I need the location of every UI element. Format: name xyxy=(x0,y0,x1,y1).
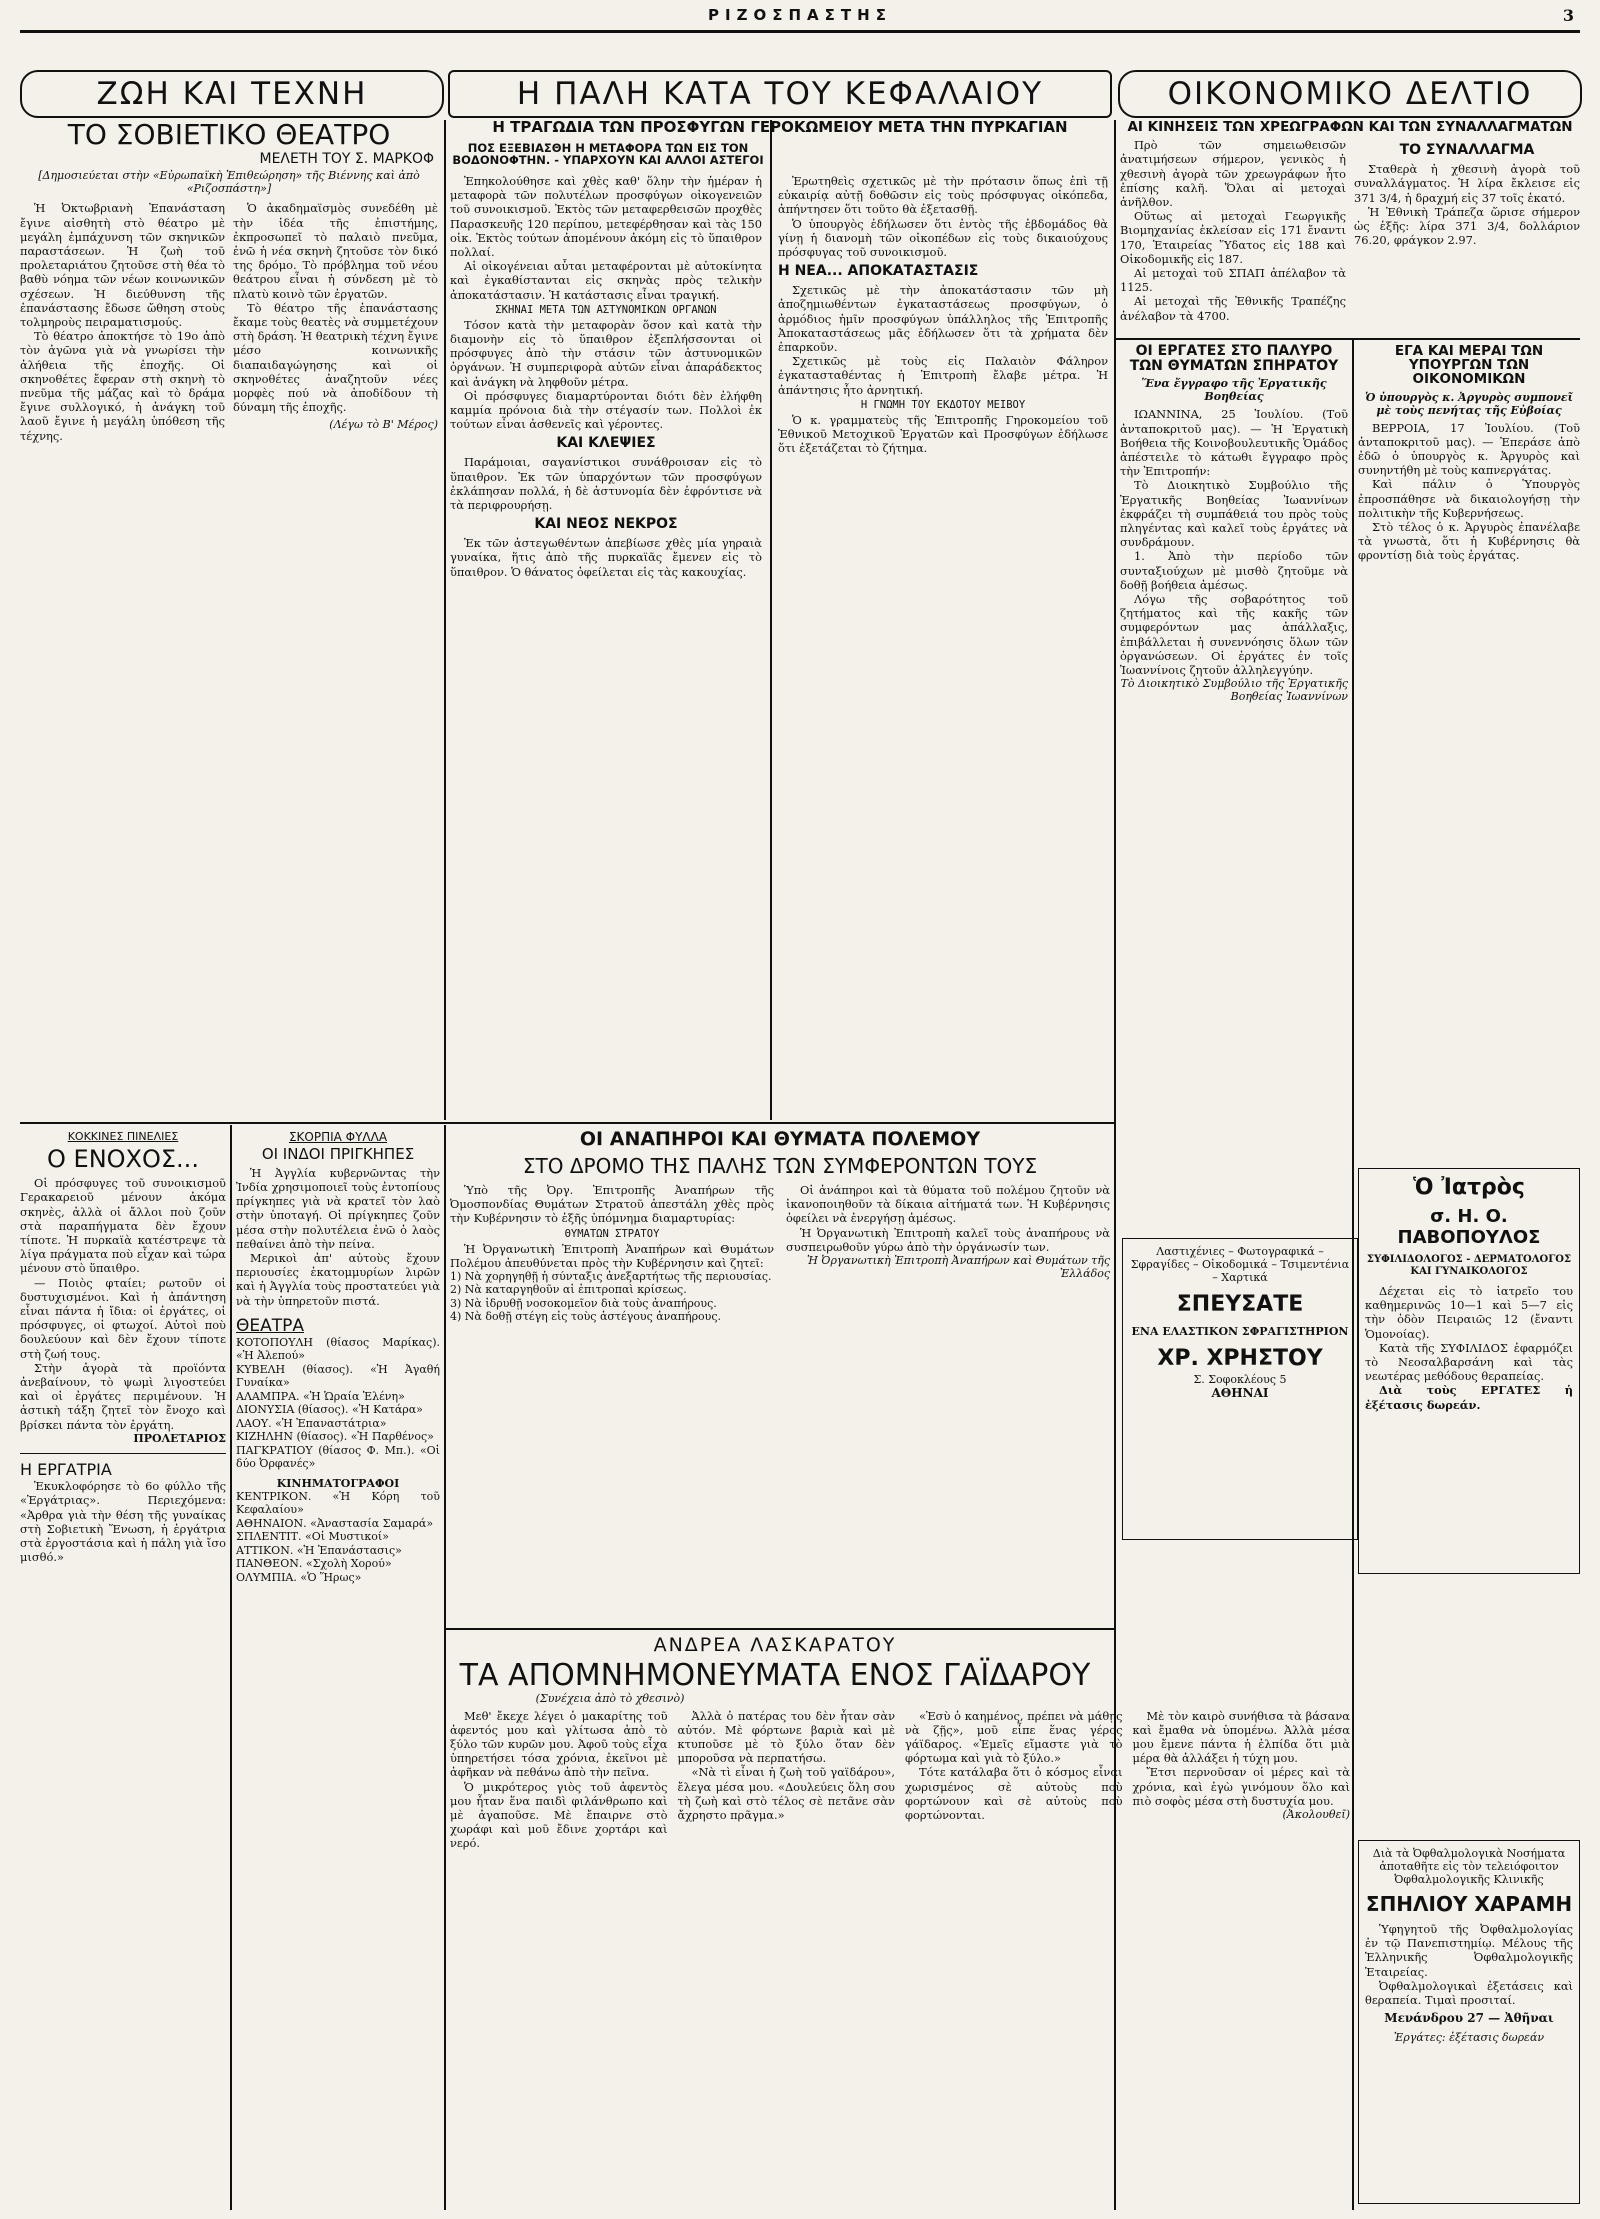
paragraph: Ἔτσι περνοῦσαν οἱ μέρες καὶ τὰ χρόνια, καὶ ἐγὼ γινόμουν ὅλο καὶ πιὸ σοφὸς μέσα στὴ δυστυχία μου. xyxy=(1132,1765,1350,1808)
list-item: ΠΑΓΚΡΑΤΙΟΥ (θίασος Φ. Μπ.). «Οἱ δύο Ὀρφανές» xyxy=(236,1443,440,1471)
paragraph: Ἡ Ὀργανωτικὴ Ἐπιτροπὴ Ἀναπήρων καὶ Θυμάτων Πολέμου ἀπευθύνεται πρὸς τὴν Κυβέρνησιν καὶ ζητεῖ: xyxy=(450,1241,774,1270)
continued-note: (Συνέχεια ἀπὸ τὸ χθεσινὸ) xyxy=(535,1691,685,1705)
top-rule xyxy=(20,30,1580,33)
ad-text: Λαστιχένιες – Φωτογραφικά – Σφραγίδες – Οἰκοδομικά – Τσιμεντένια – Χαρτικά xyxy=(1130,1245,1350,1284)
article-soviet-theatre xyxy=(20,120,438,1118)
paragraph: Ἡ Ὀργανωτικὴ Ἐπιτροπὴ καλεῖ τοὺς ἀναπήρους νὰ συσπειρωθοῦν γύρω ἀπὸ τὴν ὀργάνωσίν των. xyxy=(786,1225,1110,1254)
paragraph: Αἱ οἰκογένειαι αὗται μεταφέρονται μὲ αὐτοκίνητα καὶ ἐγκαθίστανται εἰς σκηνὰς πρὸς τελικὴν ἀποκατάστασιν. Ἡ κατάστασις εἶναι τραγική. xyxy=(450,259,762,302)
paragraph: Ἐπηκολούθησε καὶ χθὲς καθ' ὅλην τὴν ἡμέραν ἡ μεταφορὰ τῶν πολυτέλων προσφύγων οἰκογενειῶν τοῦ συνοικισμοῦ. Ἐκτὸς τῶν μεταφερθεισῶν προχθὲς Παρασκευῆς 120 περίπου, μετεφέρθησαν καὶ τὰς 150 οἰκ. Ἐκτὸς τούτων ἀπομένουν ἀκόμη εἰς τὸ ὕπαιθρον πολλαί. xyxy=(450,174,762,260)
paragraph: Μεθ' ἔκεχε λέγει ὁ μακαρίτης τοῦ ἀφεντός μου καὶ γλίτωσα ἀπὸ τὸ ξύλο τῶν κυρῶν μου. Ἀφοῦ τοὺς εἶχα ὑπηρετήσει τόσα χρόνια, ἐκεῖνοι μὲ ἀφῆκαν νὰ πεθάνω ἀπὸ τὴν πεῖνα. xyxy=(450,1708,668,1780)
list-item: ΑΛΑΜΠΡΑ. «Ἡ Ὡραία Ἑλένη» xyxy=(236,1389,405,1403)
paragraph: Οἱ ἀνάπηροι καὶ τὰ θύματα τοῦ πολέμου ζητοῦν νὰ ἱκανοποιηθοῦν τὰ δίκαια αἰτήματά των. Ἡ Κυβέρνησις ὀφείλει νὰ ἐνεργήσῃ ἀμέσως. xyxy=(786,1182,1110,1226)
paragraph: Αἱ μετοχαὶ τῆς Ἐθνικῆς Τραπέζης ἀνέλαβον τὰ 4700. xyxy=(1120,294,1346,323)
ad-name: ΣΠΗΛΙΟΥ ΧΑΡΑΜΗ xyxy=(1365,1892,1573,1916)
ad-text: ΕΝΑ ΕΛΑΣΤΙΚΟΝ ΣΦΡΑΓΙΣΤΗΡΙΟΝ xyxy=(1131,1325,1349,1338)
list-item: 1) Νὰ χορηγηθῇ ἡ σύνταξις ἀνεξαρτήτως τῆς περιουσίας. xyxy=(450,1269,772,1283)
subhead: ΚΑΙ ΚΛΕΨΙΕΣ xyxy=(556,435,656,452)
paragraph: Ὁ μικρότερος γιὸς τοῦ ἀφεντὸς μου ἦταν ἕνα παιδὶ φιλάνθρωπο καὶ μὲ ἀγαποῦσε. Μὲ ἔπαιρνε στὸ χωράφι καὶ μοῦ ἔδινε χορτάρι καὶ νερό. xyxy=(450,1779,668,1851)
article-skorpia xyxy=(236,1130,440,2210)
list-item: 4) Νὰ δοθῇ στέγη εἰς τοὺς ἀστέγους ἀναπήρους. xyxy=(450,1310,722,1324)
signature: Ἡ Ὀργανωτικὴ Ἐπιτροπὴ Ἀναπήρων καὶ Θυμάτων τῆς Ἑλλάδος xyxy=(807,1253,1110,1280)
paragraph: Οἱ πρόσφυγες διαμαρτύρονται διότι δὲν ἐλήφθη καμμία πρόνοια διὰ τὴν στέγασίν των. Πολλοὶ ἐκ τούτων εἶναι ἀσθενεῖς καὶ γέροντες. xyxy=(450,388,762,432)
paragraph: Ἡ Ἐθνικὴ Τράπεζα ὥρισε σήμερον ὡς ἑξῆς: λίρα 371 3/4, δολλάριον 76.20, φράγκον 2.97. xyxy=(1354,204,1580,248)
ad-title: Ὁ Ἰατρὸς xyxy=(1413,1175,1525,1200)
section-pali xyxy=(448,70,1112,118)
paragraph: Ἡ Ὀκτωβριανὴ Ἐπανάσταση ἔγινε αἰσθητὴ στὸ θέατρο μὲ μεγάλη ἐμπάχυνση τῶν σκηνικῶν παραστάσεων. Ἡ ζωὴ τοῦ προλεταριάτου ζητοῦσε στὴ θέα τὸ βαθὺ νόημα τῶν νέων κοινωνικῶν σχέσεων. Ἡ διεύθυνση τῆς ἐπανάστασης ἔδωσε ὤθηση στοὺς τολμηροὺς πειραματισμούς. xyxy=(20,201,225,330)
paragraph: «Νὰ τὶ εἶναι ἡ ζωὴ τοῦ γαϊδάρου», ἔλεγα μέσα μου. «Δουλεύεις ὅλη σου τὴ ζωὴ καὶ στὸ τέλος σὲ πετᾶνε σὰν ἄχρηστο πρᾶγμα.» xyxy=(677,1765,895,1822)
paragraph: Ὀφθαλμολογικαὶ ἐξετάσεις καὶ θεραπεία. Τιμαὶ προσιταί. xyxy=(1365,1978,1573,2008)
subhead: ΤΟ ΣΥΝΑΛΛΑΓΜΑ xyxy=(1399,142,1535,159)
article-note: [Δημοσιεύεται στὴν «Εὐρωπαϊκὴ Ἐπιθεώρηση» τῆς Βιέννης καὶ ἀπὸ «Ριζοσπάστη»] xyxy=(38,169,420,196)
section-rule xyxy=(444,1628,1114,1630)
theatres-list xyxy=(236,1336,440,1471)
paragraph: ΒΕΡΡΟΙΑ, 17 Ἰουλίου. (Τοῦ ἀνταποκριτοῦ μας). — Ἐπεράσε ἀπὸ ἐδῶ ὁ ὑπουργὸς κ. Ἀργυρὸς καὶ συνηντήθη μὲ τοὺς καπνεργάτας. xyxy=(1358,420,1580,478)
paragraph: Ἐρωτηθεὶς σχετικῶς μὲ τὴν πρότασιν ὅπως ἐπὶ τῇ εὐκαιρίᾳ αὐτῇ δοθῶσιν εἰς τοὺς πρόσφυγας οἰκόπεδα, ἀπήντησεν ὅτι τοῦτο θὰ ἐξετασθῇ. xyxy=(778,174,1108,217)
section-rule xyxy=(1114,338,1580,340)
ad-title: ΣΠΕΥΣΑΤΕ xyxy=(1176,1292,1304,1317)
section-label: ΖΩΗ ΚΑΙ ΤΕΧΝΗ xyxy=(96,76,368,112)
paragraph: Οἱ πρόσφυγες τοῦ συνοικισμοῦ Γερακαρειοῦ μένουν ἀκόμα σκηνὲς, ἀλλὰ οἱ ἄλλοι ποὺ ζοῦν στὰ παραπήγματα δὲν ἔχουν τίποτε. Ἡ πυρκαϊὰ κατέστρεψε τὰ λίγα πράγματα ποὺ εἶχαν καὶ τώρα μένουν στὸ ὕπαιθρο. xyxy=(20,1176,226,1276)
signature: Τὸ Διοικητικὸ Συμβούλιο τῆς Ἐργατικῆς Βοηθείας Ἰωαννίνων xyxy=(1120,677,1348,704)
paragraph: Αἱ μετοχαὶ τοῦ ΣΠΑΠ ἀπέλαβον τὰ 1125. xyxy=(1120,266,1346,295)
ad-text: Διὰ τὰ Ὀφθαλμολογικὰ Νοσήματα ἀποταθῆτε εἰς τὸν τελειόφοιτον Ὀφθαλμολογικῆς Κλινικῆς xyxy=(1372,1847,1566,1886)
list-item: ΛΑΟΥ. «Ἡ Ἐπαναστάτρια» xyxy=(236,1416,387,1430)
list-item: ΚΥΒΕΛΗ (θίασος). «Ἡ Ἀγαθή Γυναίκα» xyxy=(236,1362,440,1390)
paragraph: Ὁ κ. γραμματεὺς τῆς Ἐπιτροπῆς Γηροκομείου τοῦ Ἐθνικοῦ Μετοχικοῦ Ἐργατῶν καὶ Προσφύγων ἐδήλωσε ὅτι ἐξετάζεται τὸ ζήτημα. xyxy=(778,412,1108,456)
paragraph: Τὸ θέατρο ἀποκτήσε τὸ 19ο ἀπὸ τὸν ἀγῶνα γιὰ νὰ γνωρίσει τὴν ἀλήθεια τῆς ἐποχῆς. Οἱ σκηνοθέτες ἔφεραν στὴ σκηνὴ τὸ πνεῦμα τῆς μάζας καὶ τὸ δράμα ἔγινε συλλογικό, ἡ ἀνάγκη τοῦ λαοῦ ἔγινε ἡ μεγάλη ὑπόθεση τῆς τέχνης. xyxy=(20,329,225,443)
ad-address: Μενάνδρου 27 — Ἀθῆναι xyxy=(1384,2011,1554,2026)
paragraph: Μερικοὶ ἀπ' αὐτοὺς ἔχουν περιουσίες ἑκατομμυρίων λιρῶν καὶ ἡ Ἀγγλία τοὺς προστατεύει γιὰ νὰ τὴν ὑπηρετοῦν πιστά. xyxy=(236,1250,440,1308)
paragraph: Ἡ Ἀγγλία κυβερνῶντας τὴν Ἰνδία χρησιμοποιεῖ τοὺς ἐντοπίους πρίγκηπες γιὰ νὰ κρατεῖ τὸν λαὸ στὴν ὑποταγή. Οἱ πρίγκηπες ζοῦν μέσα στὴν πολυτέλεια ἐνῶ ὁ λαὸς πεθαίνει ἀπὸ τὴν πείνα. xyxy=(236,1165,440,1251)
article-title: ΟΙ ΕΡΓΑΤΕΣ ΣΤΟ ΠΑΛΥΡΟ ΤΩΝ ΘΥΜΑΤΩΝ ΣΠΗΡΑΤΟΥ xyxy=(1129,344,1339,374)
article-title: Η ΤΡΑΓΩΔΙΑ ΤΩΝ ΠΡΟΣΦΥΓΩΝ ΓΕΡΟΚΩΜΕΙΟΥ ΜΕΤΑ ΤΗΝ ΠΥΡΚΑΓΙΑΝ xyxy=(492,120,1068,136)
separator xyxy=(20,1453,226,1455)
article-kicker: ΘΥΜΑΤΩΝ ΣΤΡΑΤΟΥ xyxy=(564,1227,660,1240)
paragraph: Ὁ ἀκαδημαϊσμὸς συνεδέθη μὲ τὴν ἰδέα τῆς ἐπιστήμης, ἐκπροσωπεῖ τὸ παλαιὸ πνεῦμα, ἐνῶ ἡ νέα σκηνὴ ζητοῦσε τὸν δικό της δρόμο. Τὸ πρόβλημα τοῦ νέου θεάτρου εἶναι ἡ σύνδεση μὲ τὸ πλατὺ κοινὸ τῶν ἐργατῶν. xyxy=(233,201,438,301)
article-title: Ο ΕΝΟΧΟΣ... xyxy=(47,1145,199,1173)
article-kicker: ΚΟΚΚΙΝΕΣ ΠΙΝΕΛΙΕΣ xyxy=(67,1130,179,1143)
paragraph: Διὰ τοὺς ΕΡΓΑΤΕΣ ἡ ἐξέτασις δωρεάν. xyxy=(1365,1383,1573,1412)
article-title: ΑΙ ΚΙΝΗΣΕΙΣ ΤΩΝ ΧΡΕΩΓΡΑΦΩΝ ΚΑΙ ΤΩΝ ΣΥΝΑΛΛΑΓΜΑΤΩΝ xyxy=(1127,120,1573,135)
column-rule xyxy=(444,1125,446,2210)
paragraph: 1. Ἀπὸ τὴν περίοδο τῶν συνταξιούχων μὲ μισθὸ ζητοῦμε νὰ δοθῇ βοήθεια ἀμέσως. xyxy=(1120,549,1348,592)
list-item: ΚΟΤΟΠΟΥΛΗ (θίασος Μαρίκας). «Ἡ Ἀλεπού» xyxy=(236,1335,440,1363)
page-number: 3 xyxy=(1562,6,1574,25)
continued-note: (Λέγω τὸ Β' Μέρος) xyxy=(329,418,438,432)
ad-specialty: ΣΥΦΙΛΙΔΟΛΟΓΟΣ - ΔΕΡΜΑΤΟΛΟΓΟΣ ΚΑΙ ΓΥΝΑΙΚΟΛΟΓΟΣ xyxy=(1366,1254,1572,1277)
paragraph: — Ποιὸς φταίει; ρωτοῦν οἱ δυστυχισμένοι. Καὶ ἡ ἀπάντηση εἶναι πάντα ἡ ἴδια: οἱ ἐργάτες, οἱ πρόσφυγες, οἱ φτωχοί. Αὐτοὶ ποὺ δουλεύουν καὶ δὲν ἔχουν τίποτε στὴ ζωή τους. xyxy=(20,1275,226,1361)
article-kicker: Η ΓΝΩΜΗ ΤΟΥ ΕΚΔΟΤΟΥ ΜΕΙΒΟΥ xyxy=(860,398,1026,411)
article-title: ΤΑ ΑΠΟΜΝΗΜΟΝΕΥΜΑΤΑ ΕΝΟΣ ΓΑΪΔΑΡΟΥ xyxy=(459,1658,1091,1693)
ad-xaramis xyxy=(1358,1840,1580,2204)
paragraph: Καὶ πάλιν ὁ Ὑπουργὸς ἐπροσπάθησε νὰ δικαιολογήσῃ τὴν πολιτικὴν τῆς Κυβερνήσεως. xyxy=(1358,477,1580,520)
list-item: ΔΙΟΝΥΣΙΑ (θίασος). «Ἡ Κατάρα» xyxy=(236,1403,423,1417)
theatres-title: ΘΕΑΤΡΑ xyxy=(236,1315,305,1336)
paragraph: Σταθερὰ ἡ χθεσινὴ ἀγορὰ τοῦ συναλλάγματος. Ἡ λίρα ἔκλεισε εἰς 371 3/4, ἡ δραχμή εἰς 37 τοῖς ἑκατό. xyxy=(1354,162,1580,205)
subhead: Η ΝΕΑ... ΑΠΟΚΑΤΑΣΤΑΣΙΣ xyxy=(778,263,979,280)
ad-name: σ. Η. Ο. ΠΑΒΟΠΟΥΛΟΣ xyxy=(1397,1206,1541,1248)
tragodia-col1 xyxy=(450,168,762,1118)
section-rule xyxy=(20,1122,444,1124)
paragraph: Στὸ τέλος ὁ κ. Ἀργυρὸς ἐπανέλαβε τὰ γνωστὰ, ὅτι ἡ Κυβέρνησις θὰ φροντίσῃ διὰ τοὺς ἐργάτας. xyxy=(1358,519,1580,563)
paragraph: Παράμοιαι, σαγανίστικοι συνάθροισαν εἰς τὸ ὕπαιθρον. Ἐκ τῶν ὑπαρχόντων τῶν προσφύγων ἐκλάπησαν πολλά, ἡ δὲ ἀστυνομία δὲν ἐφρόντισε νὰ τὰ περιφρουρήσῃ. xyxy=(450,455,762,513)
list-item: ΠΑΝΘΕΟΝ. «Σχολὴ Χορού» xyxy=(236,1557,392,1571)
article-subtitle: ΣΤΟ ΔΡΟΜΟ ΤΗΣ ΠΑΛΗΣ ΤΩΝ ΣΥΜΦΕΡΟΝΤΩΝ ΤΟΥΣ xyxy=(522,1153,1038,1178)
section-rule xyxy=(444,1122,1114,1124)
section-zoi-kai-texni xyxy=(20,70,444,118)
paragraph: Δέχεται εἰς τὸ ἰατρεῖο του καθημερινῶς 10—1 καὶ 5—7 εἰς τὴν ὁδὸν Πειραιῶς 12 (ἔναντι Ὁμονοίας). xyxy=(1365,1284,1573,1341)
paragraph: Τὸ Διοικητικὸ Συμβούλιο τῆς Ἐργατικῆς Βοηθείας Ἰωαννίνων ἐκφράζει τὴ συμπάθειά του πρὸς τοὺς πληγέντας καὶ καλεῖ τοὺς ἐργάτες νὰ συνδράμουν. xyxy=(1120,478,1348,550)
article-title: ΟΙ ΑΝΑΠΗΡΟΙ ΚΑΙ ΘΥΜΑΤΑ ΠΟΛΕΜΟΥ xyxy=(579,1130,981,1150)
list-item: 2) Νὰ καταργηθοῦν αἱ ἐπιτροπαὶ κρίσεως. xyxy=(450,1283,687,1297)
paragraph: Ὑπὸ τῆς Ὀργ. Ἐπιτροπῆς Ἀναπήρων τῆς Ὀμοσπονδίας Θυμάτων Στρατοῦ ἀπεστάλη χθὲς πρὸς τὴν Κυβέρνησιν τὸ ἑξῆς ὑπόμνημα διαμαρτυρίας: xyxy=(450,1182,774,1226)
continued-note: (Ἀκολουθεῖ) xyxy=(1282,1807,1350,1821)
subhead: ΚΑΙ ΝΕΟΣ ΝΕΚΡΟΣ xyxy=(534,516,678,533)
paragraph: Τὸ θέατρο τῆς ἐπανάστασης ἔκαμε τοὺς θεατὲς νὰ συμμετέχουν στὴ δράση. Ἡ θεατρικὴ τέχνη ἔγινε μέσο κοινωνικῆς διαπαιδαγώγησης καὶ οἱ σκηνοθέτες ἀναζητοῦν νέες μορφὲς πού νὰ ἀποδίδουν τὴ δύναμη τῆς ἐποχῆς. xyxy=(233,300,438,415)
article-laskaratos xyxy=(450,1634,1350,2209)
paragraph: Ὑφηγητοῦ τῆς Ὀφθαλμολογίας ἐν τῷ Πανεπιστημίῳ. Μέλους τῆς Ἑλληνικῆς Ὀφθαλμολογικῆς Ἑταιρείας. xyxy=(1365,1922,1573,1979)
tragodia-col2 xyxy=(778,168,1108,1118)
paragraph: Ἀλλὰ ὁ πατέρας του δὲν ἦταν σὰν αὐτόν. Μὲ φόρτωνε βαριὰ καὶ μὲ κτυποῦσε μὲ τὸ ξύλο ὅταν δὲν μποροῦσα νὰ περπατήσω. xyxy=(677,1708,895,1766)
ad-footer: Ἐργάτες: ἐξέτασις δωρεάν xyxy=(1393,2031,1545,2045)
article-title: ΟΙ ΙΝΔΟΙ ΠΡΙΓΚΗΠΕΣ xyxy=(261,1145,415,1163)
article-title: ΤΟ ΣΟΒΙΕΤΙΚΟ ΘΕΑΤΡΟ xyxy=(67,120,391,151)
list-item: ΣΠΛΕΝΤΙΤ. «Οἱ Μυστικοί» xyxy=(236,1530,389,1544)
article-kicker: ΣΚΟΡΠΙΑ ΦΥΛΛΑ xyxy=(288,1130,388,1144)
paragraph: Ἐκυκλοφόρησε τὸ 6ο φύλλο τῆς «Ἐργάτριας». Περιεχόμενα: «Ἀρθρα γιὰ τὴν θέση τῆς γυναίκας στὴ Σοβιετικὴ Ἕνωση, ἡ ἐργάτρια στὰ ἐργοστάσια καὶ ἡ πάλη γιὰ ἴσο μισθό.» xyxy=(20,1479,226,1565)
paragraph: Σχετικῶς μὲ τὴν ἀποκατάστασιν τῶν μὴ ἀποζημιωθέντων ἐγκαταστάσεως προσφύγων, ὁ ἀρμόδιος ἡμῖν προσφύγων ὑπάλληλος τῆς Ἐπιτροπῆς Ἀποκαταστάσεως μᾶς ἐδήλωσεν ὅτι τὰ χρήματα δὲν ἐπαρκοῦν. xyxy=(778,283,1108,355)
list-item: ΑΤΤΙΚΟΝ. «Ἡ Ἐπανάστασις» xyxy=(236,1543,402,1557)
paragraph: Ἐκ τῶν ἀστεγωθέντων ἀπεβίωσε χθὲς μία γηραιὰ γυναίκα, ἥτις ἀπὸ τῆς πυρκαϊᾶς ἔμενεν εἰς τὸ ὕπαιθρον. Ὁ θάνατος ὀφείλεται εἰς τὰς κακουχίας. xyxy=(450,536,762,579)
list-item: ΟΛΥΜΠΙΑ. «Ὁ Ἥρως» xyxy=(236,1570,362,1584)
paragraph: Στὴν ἀγορὰ τὰ προϊόντα ἀνεβαίνουν, τὸ ψωμὶ λιγοστεύει καὶ οἱ ἐργάτες περιμένουν. Ἡ ἀστικὴ τάξη ζητεῖ τὸν ἔνοχο καὶ βρίσκει πάντα τὸν ἐργάτη. xyxy=(20,1360,226,1432)
cinemas-list xyxy=(236,1490,440,1585)
article-anapiroi xyxy=(450,1130,1110,1625)
masthead xyxy=(20,6,1580,28)
signature: ΠΡΟΛΕΤΑΡΙΟΣ xyxy=(133,1431,226,1445)
paragraph: Σχετικῶς μὲ τοὺς εἰς Παλαιὸν Φάληρον ἐγκατασταθέντας ἡ Ἐπιτροπὴ ἔλαβε μέτρα. Ἡ ἀπάντησις ἦτο ἀρνητική. xyxy=(778,354,1108,397)
ad-speysate xyxy=(1122,1238,1358,1540)
article-ergates xyxy=(1120,344,1348,1224)
article-subtitle: Ἕνα ἔγγραφο τῆς Ἐργατικῆς Βοηθείας xyxy=(1141,377,1327,404)
ad-name: ΧΡ. ΧΡΗΣΤΟΥ xyxy=(1157,1346,1323,1371)
ad-city: ΑΘΗΝΑΙ xyxy=(1211,1386,1269,1400)
paragraph: ΙΩΑΝΝΙΝΑ, 25 Ἰουλίου. (Τοῦ ἀνταποκριτοῦ μας). — Ἡ Ἐργατικὴ Βοήθεια τῆς Κοινοβουλευτικῆς Ὁμάδος ἀπέστειλε τὸ κάτωθι ἔγγραφο πρὸς τὴν Ἐπιτροπήν: xyxy=(1120,407,1348,479)
article-oikonomiko xyxy=(1120,120,1580,335)
article-kicker: ΣΚΗΝΑΙ ΜΕΤΑ ΤΩΝ ΑΣΤΥΝΟΜΙΚΩΝ ΟΡΓΑΝΩΝ xyxy=(495,303,717,316)
paragraph: Οὕτως αἱ μετοχαὶ Γεωργικῆς Βιομηχανίας ἐκλείσαν εἰς 171 ἔναντι 170, Ἑταιρείας Ὕδατος εἰς 188 καὶ Οἰκοδομικῆς εἰς 187. xyxy=(1120,209,1346,266)
paragraph: Ὁ ὑπουργὸς ἐδήλωσεν ὅτι ἐντὸς τῆς ἑβδομάδος θὰ γίνῃ ἡ διανομὴ τῶν οἰκοπέδων εἰς τοὺς δικαιούχους πρόσφυγας τοῦ συνοικισμοῦ. xyxy=(778,216,1108,260)
section-label: ΟΙΚΟΝΟΜΙΚΟ ΔΕΛΤΙΟ xyxy=(1167,76,1533,112)
article-title: ΕΓΑ ΚΑΙ ΜΕΡΑΙ ΤΩΝ ΥΠΟΥΡΓΩΝ ΤΩΝ ΟΙΚΟΝΟΜΙΚΩΝ xyxy=(1394,344,1544,388)
article-kicker: ΑΝΔΡΕΑ ΛΑΣΚΑΡΑΤΟΥ xyxy=(653,1634,897,1656)
article-subtitle: Ὁ ὑπουργὸς κ. Ἀργυρὸς συμπονεῖ μὲ τοὺς πενήτας τῆς Εὐβοίας xyxy=(1365,390,1573,417)
paragraph: Λόγω τῆς σοβαρότητος τοῦ ζητήματος καὶ τῆς κακῆς τῶν συμφερόντων μας ἀπάλλαξις, ἐπιβάλλεται ἡ συνεννόησις ὅλων τῶν ὀργανώσεων. Οἱ ἐργάτες ἐν τοῖς Ἰωαννίνοις ζητοῦν ἀλληλεγγύην. xyxy=(1120,592,1348,678)
article-subtitle: ΠΟΣ ΕΞΕΒΙΑΣΘΗ Η ΜΕΤΑΦΟΡΑ ΤΩΝ ΕΙΣ ΤΟΝ ΒΟΔΟΝΟΦΤΗΝ. - ΥΠΑΡΧΟΥΝ ΚΑΙ ΑΛΛΟΙ ΑΣΤΕΓΟΙ xyxy=(452,140,764,167)
paragraph: Τότε κατάλαβα ὅτι ὁ κόσμος εἶναι χωρισμένος σὲ αὐτοὺς ποὺ φορτώνουν καὶ σὲ αὐτοὺς ποὺ φορτώνονται. xyxy=(905,1765,1123,1822)
ad-address: Σ. Σοφοκλέους 5 xyxy=(1193,1373,1287,1386)
newspaper-title: ΡΙΖΟΣΠΑΣΤΗΣ xyxy=(708,6,892,24)
cinemas-title: ΚΙΝΗΜΑΤΟΓΡΑΦΟΙ xyxy=(276,1476,400,1490)
article-byline: ΜΕΛΕΤΗ ΤΟΥ Σ. ΜΑΡΚΟΦ xyxy=(259,151,434,168)
paragraph: Τόσον κατὰ τὴν μεταφορὰν ὅσον καὶ κατὰ τὴν διαμονὴν εἰς τὸ ὕπαιθρον ἐξεπλήσσονται οἱ πρόσφυγες ἀπὸ τὴν στάσιν τῶν ἀστυνομικῶν ὀργάνων. Ἡ συμπεριφορὰ αὐτῶν εἶναι ἀπαράδεκτος καὶ ἀνάγκη νὰ ληφθοῦν μέτρα. xyxy=(450,317,762,389)
article-title: Η ΕΡΓΑΤΡΙΑ xyxy=(20,1460,112,1480)
demands-list xyxy=(450,1270,774,1324)
paragraph: Πρὸ τῶν σημειωθεισῶν ἀνατιμήσεων σήμερον, γενικὸς ἡ χθεσινὴ ἀγορὰ τῶν χρεωγράφων ἦτο ἐπίσης καλῆ. Ὅλαι αἱ μετοχαὶ ἀνῆλθον. xyxy=(1120,138,1346,209)
column-rule xyxy=(444,120,446,1120)
list-item: 3) Νὰ ἰδρυθῇ νοσοκομεῖον διὰ τοὺς ἀναπήρους. xyxy=(450,1296,717,1310)
paragraph: Μὲ τὸν καιρὸ συνήθισα τὰ βάσανα καὶ ἔμαθα νὰ ὑπομένω. Ἀλλὰ μέσα μου ἔμενε πάντα ἡ ἐλπίδα ὅτι μιὰ μέρα θὰ ἀλλάξει ἡ τύχη μου. xyxy=(1132,1708,1350,1766)
section-label: Η ΠΑΛΗ ΚΑΤΑ ΤΟΥ ΚΕΦΑΛΑΙΟΥ xyxy=(516,76,1044,112)
ad-iatros xyxy=(1358,1168,1580,1574)
list-item: ΚΙΖΗΛΗΝ (θίασος). «Ἡ Παρθένος» xyxy=(236,1430,434,1444)
column-rule xyxy=(230,1125,232,2210)
paragraph: Κατὰ τῆς ΣΥΦΙΛΙΔΟΣ ἐφαρμόζει τὸ Νεοσαλβαρσάνη καὶ τὰς νεωτέρας μεθόδους θεραπείας. xyxy=(1365,1340,1573,1384)
article-evia xyxy=(1358,344,1580,1164)
paragraph: «Ἐσὺ ὁ καημένος, πρέπει νὰ μάθῃς νὰ ζῇς», μοῦ εἶπε ἕνας γέρος γάϊδαρος. «Ἐμεῖς εἴμαστε γιὰ τὸ φόρτωμα καὶ γιὰ τὸ ξύλο.» xyxy=(905,1708,1123,1766)
section-oikonomiko xyxy=(1118,70,1582,118)
list-item: ΚΕΝΤΡΙΚΟΝ. «Ἡ Κόρη τοῦ Κεφαλαίου» xyxy=(236,1489,440,1517)
list-item: ΑΘΗΝΑΙΟΝ. «Ἀναστασία Σαμαρά» xyxy=(236,1516,434,1530)
article-enoxos xyxy=(20,1130,226,2210)
